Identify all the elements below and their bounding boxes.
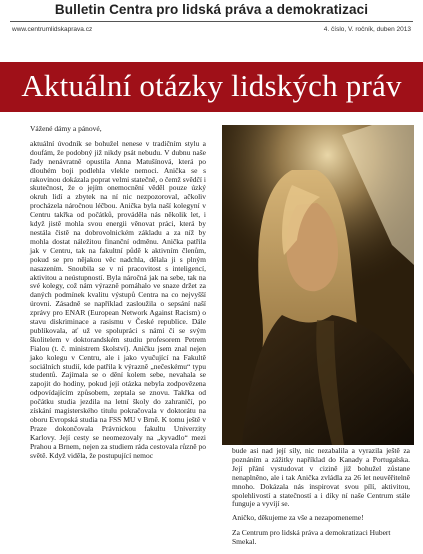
website-link[interactable]: www.centrumlidskaprava.cz [12, 26, 93, 33]
article-greeting: Vážené dámy a pánové, [30, 124, 102, 133]
article-column-left [30, 125, 206, 461]
article-signature: Za Centrum pro lidská práva a demokratizaci Hubert Smekal. [232, 528, 391, 547]
article-closing: Aničko, děkujeme za vše a nezapomeneme! [232, 513, 364, 523]
issue-label: 4. číslo, V. ročník, duben 2013 [323, 26, 411, 33]
title-banner [0, 62, 423, 112]
issue-info-bar [12, 26, 411, 38]
article-body-left: aktuální úvodník se bohužel nenese v tradičním stylu a doufám, že podobný již nikdy psát nebudu. V dubnu naše řady nenávratně opustila Anna Matušínová, která po dlouhém boji podlehla vlekle nemoci. Anička se s rakovinou dokázala poprat velmi statečně, o čemž svědčí i skutečnost, že o jejím onemocnění věděl pouze úzký okruh lidí a zbytek na ní nic nezpozoroval, ačkoliv procházela náročnou léčbou. Anička byla naší kolegyní v Centru takřka od počátků, prováděla nás několik let, i když jistě mohla svou energii věnovat práci, která by nestála čistě na dobrovolnickém základu a za níž by mohla dostat náležitou finanční odměnu. Anička patřila jak v Centru, tak na fakultní půdě k aktivním členům, pokud se pro nějakou věc nadchla, dělala ji s plným nasazením. Snoubila se v ní pracovitost s inteligencí, aktivitou a neústupností. Byla náročná jak na sebe, tak na své kolegy, což nám výrazně pomáhalo ve snaze držet za daných podmínek kvalitu výstupů Centra na co nejvyšší úrovni. Zásadně se například zasloužila o sepsání naší zprávy pro ENAR (European Network Against Racism) o stavu diskriminace a rasismu v České republice. Dále publikovala, ať už ve spolupráci s námi či se svým školitelem v doktorandském studiu profesorem Petrem Fialou (t. č. ministrem školství). Aničku jsem znal nejen jako kolegu v Centru, ale i jako vyučující na Fakultě sociálních studií, kde patřila k výrazně „nečeskému“ typu studentů. Zajímala se o dění kolem sebe, nevahala se zapojit do hodiny, pokud její otázka nebyla zodpovězena odpovídajícím způsobem, zeptala se znovu. Takřka od počátku studia jezdila na letní školy do zahraničí, po získání magisterského titulu pokračovala v doktorátu na oboru Evropská studia na FSS MU v Brně. K tomu ještě v Praze dokončovala Právnickou fakultu Univerzity Karlovy. Její cesty se neomezovaly na „kyvadlo“ mezi Prahou a Brnem, nejen za studiem ráda cestovala různě po světě. Když viděla, že postupující nemoc [30, 138, 206, 460]
portrait-photo [222, 125, 414, 445]
portrait-photo-image [222, 125, 414, 445]
article-column-right [232, 447, 410, 552]
header-divider [10, 21, 413, 22]
publication-title: Bulletin Centra pro lidská práva a demokratizaci [54, 2, 369, 17]
article-title: Aktuální otázky lidských práv [21, 68, 402, 103]
article-body-right: bude asi nad její síly, nic nezabalila a vyrazila ještě za poznáním a zážitky například do Kanady a Portugalska. Její přání vystudovat v cizině již bohužel zůstane nenaplněno, ale i tak Anička zvládla za 26 let neuvěřitelně mnoho. Dokázala nás inspirovat svou pílí, aktivitou, spolehlivostí a statečností a i díky ní naše Centrum stále funguje a vyvíjí se. [232, 446, 410, 509]
